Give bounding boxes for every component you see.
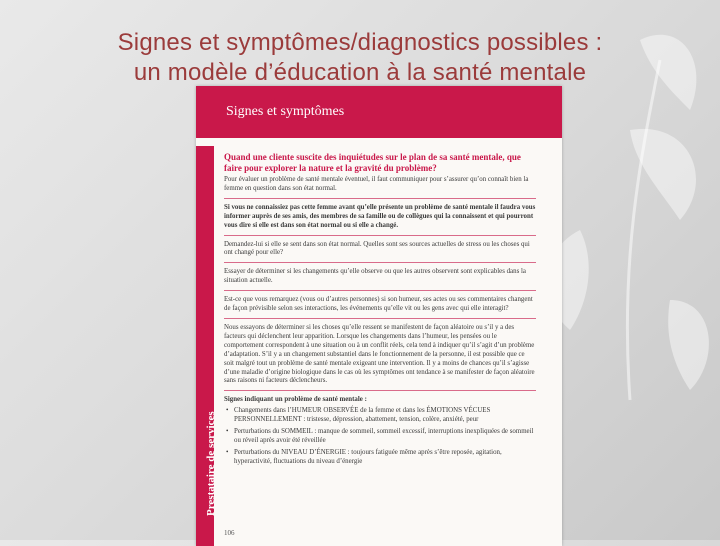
slide-title-line-2: un modèle d’éducation à la santé mentale	[133, 59, 587, 86]
page-header-title: Signes et symptômes	[226, 104, 345, 119]
paragraph: Essayer de déterminer si les changements qu’elle observe ou que les autres observent sont explicables dans la situation actuelle.	[224, 268, 526, 285]
divider	[224, 262, 536, 263]
side-label: Prestataire de services	[205, 411, 217, 516]
paragraph: Pour évaluer un problème de santé mentale éventuel, il faut communiquer pour s’assurer qu’on connaît bien la femme en question dans son état normal.	[224, 176, 529, 192]
document-page	[196, 86, 562, 546]
page-number: 106	[224, 529, 235, 537]
paragraph: Demandez-lui si elle se sent dans son état normal. Quelles sont ses sources actuelles de stress ou les choses qui ont changé pour elle?	[224, 240, 530, 257]
list-item: • Perturbations du SOMMEIL : manque de sommeil, sommeil excessif, interruptions inexpliquées de sommeil ou réveil après avoir été réveillée	[234, 428, 536, 446]
signs-heading: Signes indiquant un problème de santé mentale :	[224, 396, 367, 404]
signs-list	[224, 407, 536, 466]
paragraph: Est-ce que vous remarquez (vous ou d’autres personnes) si son humeur, ses actes ou ses commentaires changent de façon prévisible selon ses interactions, les événements qu’elle vit ou les gens avec qui elle interagit?	[224, 296, 533, 313]
page-body	[224, 152, 536, 470]
divider	[224, 390, 536, 391]
paragraph: Si vous ne connaissiez pas cette femme avant qu’elle présente un problème de santé mentale il faudra vous informer auprès de ses amis, des membres de sa famille ou de collègues qui la connaissent et qui pourront vous dire si elle est dans son état normal ou si elle a changé.	[224, 203, 536, 229]
list-item: • Changements dans l’HUMEUR OBSERVÉE de la femme et dans les ÉMOTIONS VÉCUES PERSONNELLEMENT : tristesse, dépression, abattement, tension, colère, anxiété, peur	[234, 407, 536, 425]
divider	[224, 198, 536, 199]
question-title: Quand une cliente suscite des inquiétudes sur le plan de sa santé mentale, que faire pour explorer la nature et la gravité du problème?	[224, 152, 521, 173]
divider	[224, 235, 536, 236]
paragraph: Nous essayons de déterminer si les choses qu’elle ressent se manifestent de façon aléatoire ou s’il y a des facteurs qui déclenchent leur apparition. Lorsque les changements dans l’humeur, les pensées ou le comportement correspondent à une situation ou à un conflit réels, cela tend à indiquer qu’il s’agit d’un problème d’adaptation. S’il y a un changement substantiel dans le fonctionnement de la personne, il est possible que ce soit malgré tout un problème de santé mentale exigeant une intervention. Il y a moins de chances qu’il s’agisse d’une maladie d’origine biologique dans le cas où les symptômes ont tendance à se manifester de façon aléatoire sans raisons ni facteurs déclencheurs.	[224, 323, 535, 385]
list-item: • Perturbations du NIVEAU D’ÉNERGIE : toujours fatiguée même après s’être reposée, agitation, hyperactivité, fluctuations du niveau d’énergie	[234, 449, 536, 467]
page-header	[196, 86, 562, 138]
slide-title	[0, 28, 720, 88]
slide-title-line-1: Signes et symptômes/diagnostics possibles :	[117, 29, 603, 56]
divider	[224, 318, 536, 319]
divider	[224, 290, 536, 291]
